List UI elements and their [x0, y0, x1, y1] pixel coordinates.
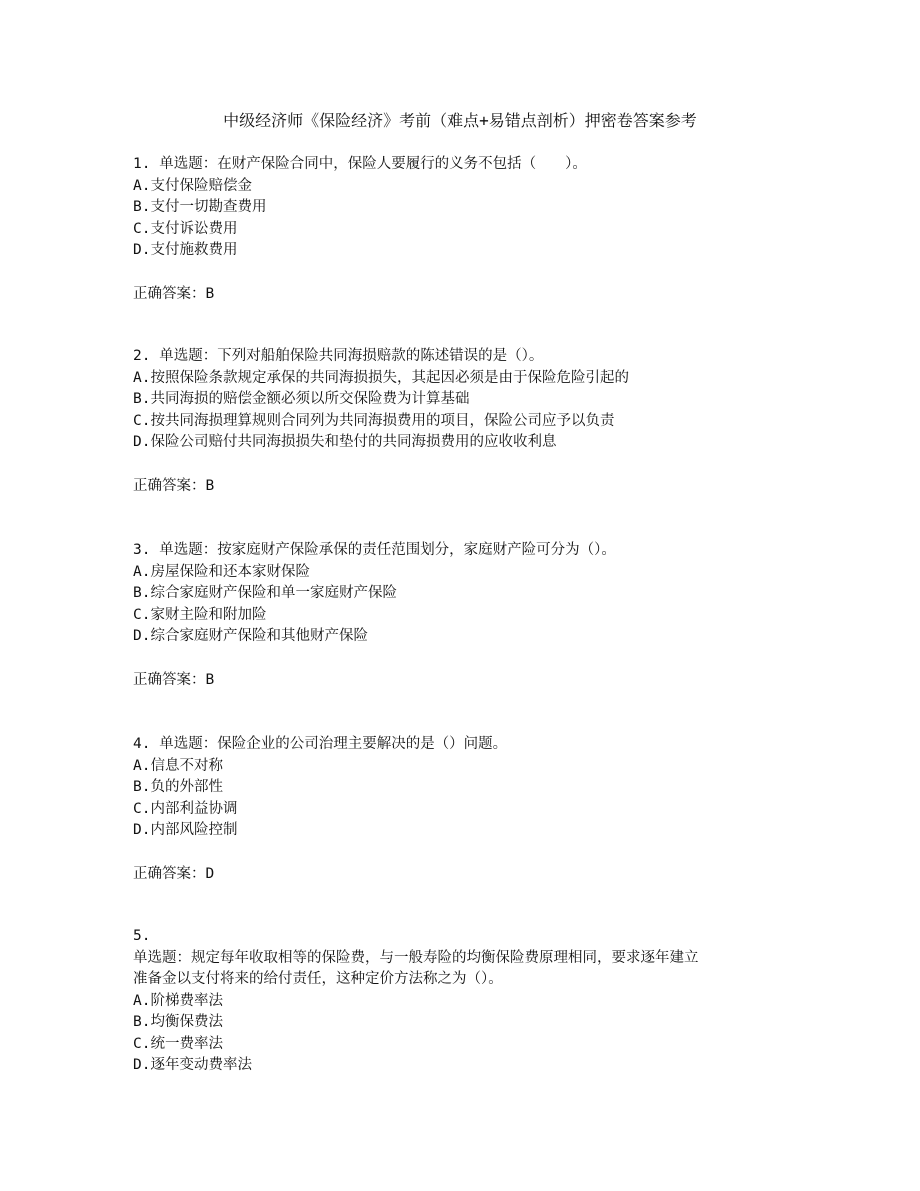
question-stem-line-2: 准备金以支付将来的给付责任，这种定价方法称之为（）。: [133, 971, 503, 987]
question-stem: 4. 单选题：保险企业的公司治理主要解决的是（）问题。: [133, 736, 508, 752]
question-stem-line-1: 单选题：规定每年收取相等的保险费，与一般寿险的均衡保险费原理相同，要求逐年建立: [133, 949, 699, 966]
option-c: C.按共同海损理算规则合同列为共同海损费用的项目，保险公司应予以负责: [133, 412, 615, 429]
option-b: B.负的外部性: [133, 779, 223, 795]
option-b: B.支付一切勘查费用: [133, 199, 267, 215]
option-a: A.阶梯费率法: [133, 992, 223, 1009]
option-d: D.保险公司赔付共同海损损失和垫付的共同海损费用的应收收利息: [133, 434, 557, 450]
option-d: D.内部风险控制: [133, 822, 238, 838]
option-d: D.综合家庭财产保险和其他财产保险: [133, 628, 368, 644]
option-c: C.支付诉讼费用: [133, 220, 238, 237]
option-d: D.逐年变动费率法: [133, 1057, 252, 1073]
correct-answer: 正确答案：B: [133, 285, 215, 302]
option-c: C.统一费率法: [133, 1035, 223, 1052]
option-d: D.支付施救费用: [133, 242, 238, 258]
question-stem: 1. 单选题：在财产保险合同中，保险人要履行的义务不包括（ ）。: [133, 156, 587, 172]
correct-answer: 正确答案：B: [133, 477, 215, 494]
option-b: B.综合家庭财产保险和单一家庭财产保险: [133, 585, 397, 601]
option-a: A.信息不对称: [133, 757, 223, 774]
correct-answer: 正确答案：B: [133, 671, 215, 688]
question-2: [133, 346, 793, 497]
option-a: A.支付保险赔偿金: [133, 177, 252, 194]
option-b: B.共同海损的赔偿金额必须以所交保险费为计算基础: [133, 391, 470, 407]
correct-answer: 正确答案：D: [133, 865, 215, 882]
question-5: [133, 926, 793, 1077]
option-c: C.内部利益协调: [133, 800, 238, 817]
question-stem: 3. 单选题：按家庭财产保险承保的责任范围划分，家庭财产险可分为（）。: [133, 542, 616, 558]
option-a: A.房屋保险和还本家财保险: [133, 563, 310, 580]
document-title: 中级经济师《保险经济》考前（难点+易错点剖析）押密卷答案参考: [223, 111, 697, 130]
question-number: 5.: [133, 928, 151, 944]
option-a: A.按照保险条款规定承保的共同海损损失，其起因必须是由于保险危险引起的: [133, 369, 629, 386]
question-stem: 2. 单选题：下列对船舶保险共同海损赔款的陈述错误的是（）。: [133, 348, 544, 364]
question-4: [133, 734, 793, 885]
question-3: [133, 540, 793, 691]
option-b: B.均衡保费法: [133, 1014, 223, 1030]
option-c: C.家财主险和附加险: [133, 606, 267, 623]
question-1: [133, 154, 793, 305]
